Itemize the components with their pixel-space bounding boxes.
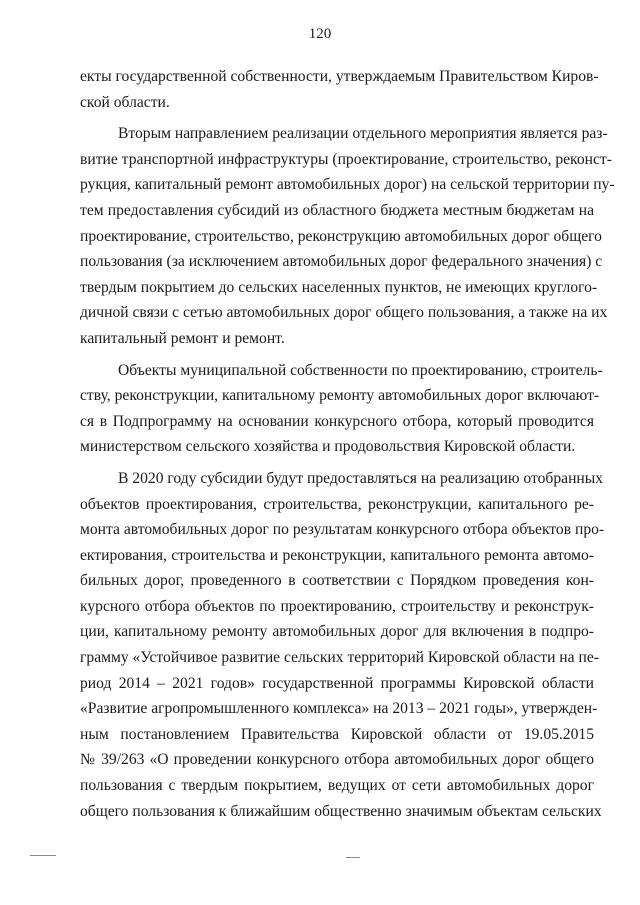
paragraph — [80, 466, 605, 824]
text-line: ству, реконструкции, капитальному ремонту автомобильных дорог включают- — [80, 387, 600, 405]
text-line: общего пользования к ближайшим общественно значимым объектам сельских — [80, 802, 602, 820]
text-line: рукция, капитальный ремонт автомобильных дорог) на сельской территории пу- — [80, 176, 615, 194]
text-line: ции, капитальному ремонту автомобильных дорог для включения в подпро- — [80, 623, 594, 641]
text-line: бильных дорог, проведенного в соответствии с Порядком проведения кон- — [80, 572, 594, 590]
paragraph — [80, 358, 603, 460]
paragraph — [80, 121, 615, 351]
scan-artifact-mark — [30, 855, 56, 856]
text-line: проектирование, строительство, реконструкцию автомобильных дорог общего — [80, 227, 602, 245]
text-line: Вторым направлением реализации отдельного мероприятия является раз- — [118, 125, 608, 143]
text-line: объектов проектирования, строительства, реконструкции, капитального ре- — [80, 495, 594, 513]
text-line: екты государственной собственности, утверждаемым Правительством Киров- — [80, 68, 599, 85]
text-line: твердым покрытием до сельских населенных пунктов, не имеющих круглого- — [80, 278, 598, 296]
text-line: ской области. — [80, 93, 170, 111]
text-line: ся в Подпрограмму на основании конкурсного отбора, который проводится — [80, 412, 594, 430]
text-line: пользования (за исключением автомобильных дорог федерального значения) с — [80, 253, 603, 271]
text-line: курсного отбора объектов по проектированию, строительству и реконструк- — [80, 597, 594, 615]
document-body — [80, 64, 615, 830]
text-line: грамму «Устойчивое развитие сельских территорий Кировской области на пе- — [80, 649, 599, 667]
text-line: В 2020 году субсидии будут предоставляться на реализацию отобранных — [118, 469, 604, 487]
text-line: пользования с твердым покрытием, ведущих от сети автомобильных дорог — [80, 777, 594, 795]
text-line: министерством сельского хозяйства и продовольствия Кировской области. — [80, 438, 576, 456]
scan-artifact-mark — [346, 857, 360, 858]
text-line: монта автомобильных дорог по результатам конкурсного отбора объектов про- — [80, 521, 605, 539]
text-line: капитальный ремонт и ремонт. — [80, 329, 285, 347]
text-line: ным постановлением Правительства Кировской области от 19.05.2015 — [80, 725, 594, 743]
paragraph — [80, 64, 599, 115]
text-line: витие транспортной инфраструктуры (проектирование, строительство, реконст- — [80, 150, 612, 168]
text-line: тем предоставления субсидий из областного бюджета местным бюджетам на — [80, 201, 594, 219]
page-number: 120 — [308, 26, 332, 42]
text-line: Объекты муниципальной собственности по проектированию, строитель- — [118, 361, 603, 379]
text-line: «Развитие агропромышленного комплекса» на 2013 – 2021 годы», утвержден- — [80, 700, 598, 718]
text-line: риод 2014 – 2021 годов» государственной программы Кировской области — [80, 674, 594, 692]
text-line: ектирования, строительства и реконструкции, капитального ремонта автомо- — [80, 546, 594, 564]
text-line: № 39/263 «О проведении конкурсного отбора автомобильных дорог общего — [80, 751, 594, 769]
text-line: дичной связи с сетью автомобильных дорог общего пользования, а также на их — [80, 304, 608, 322]
